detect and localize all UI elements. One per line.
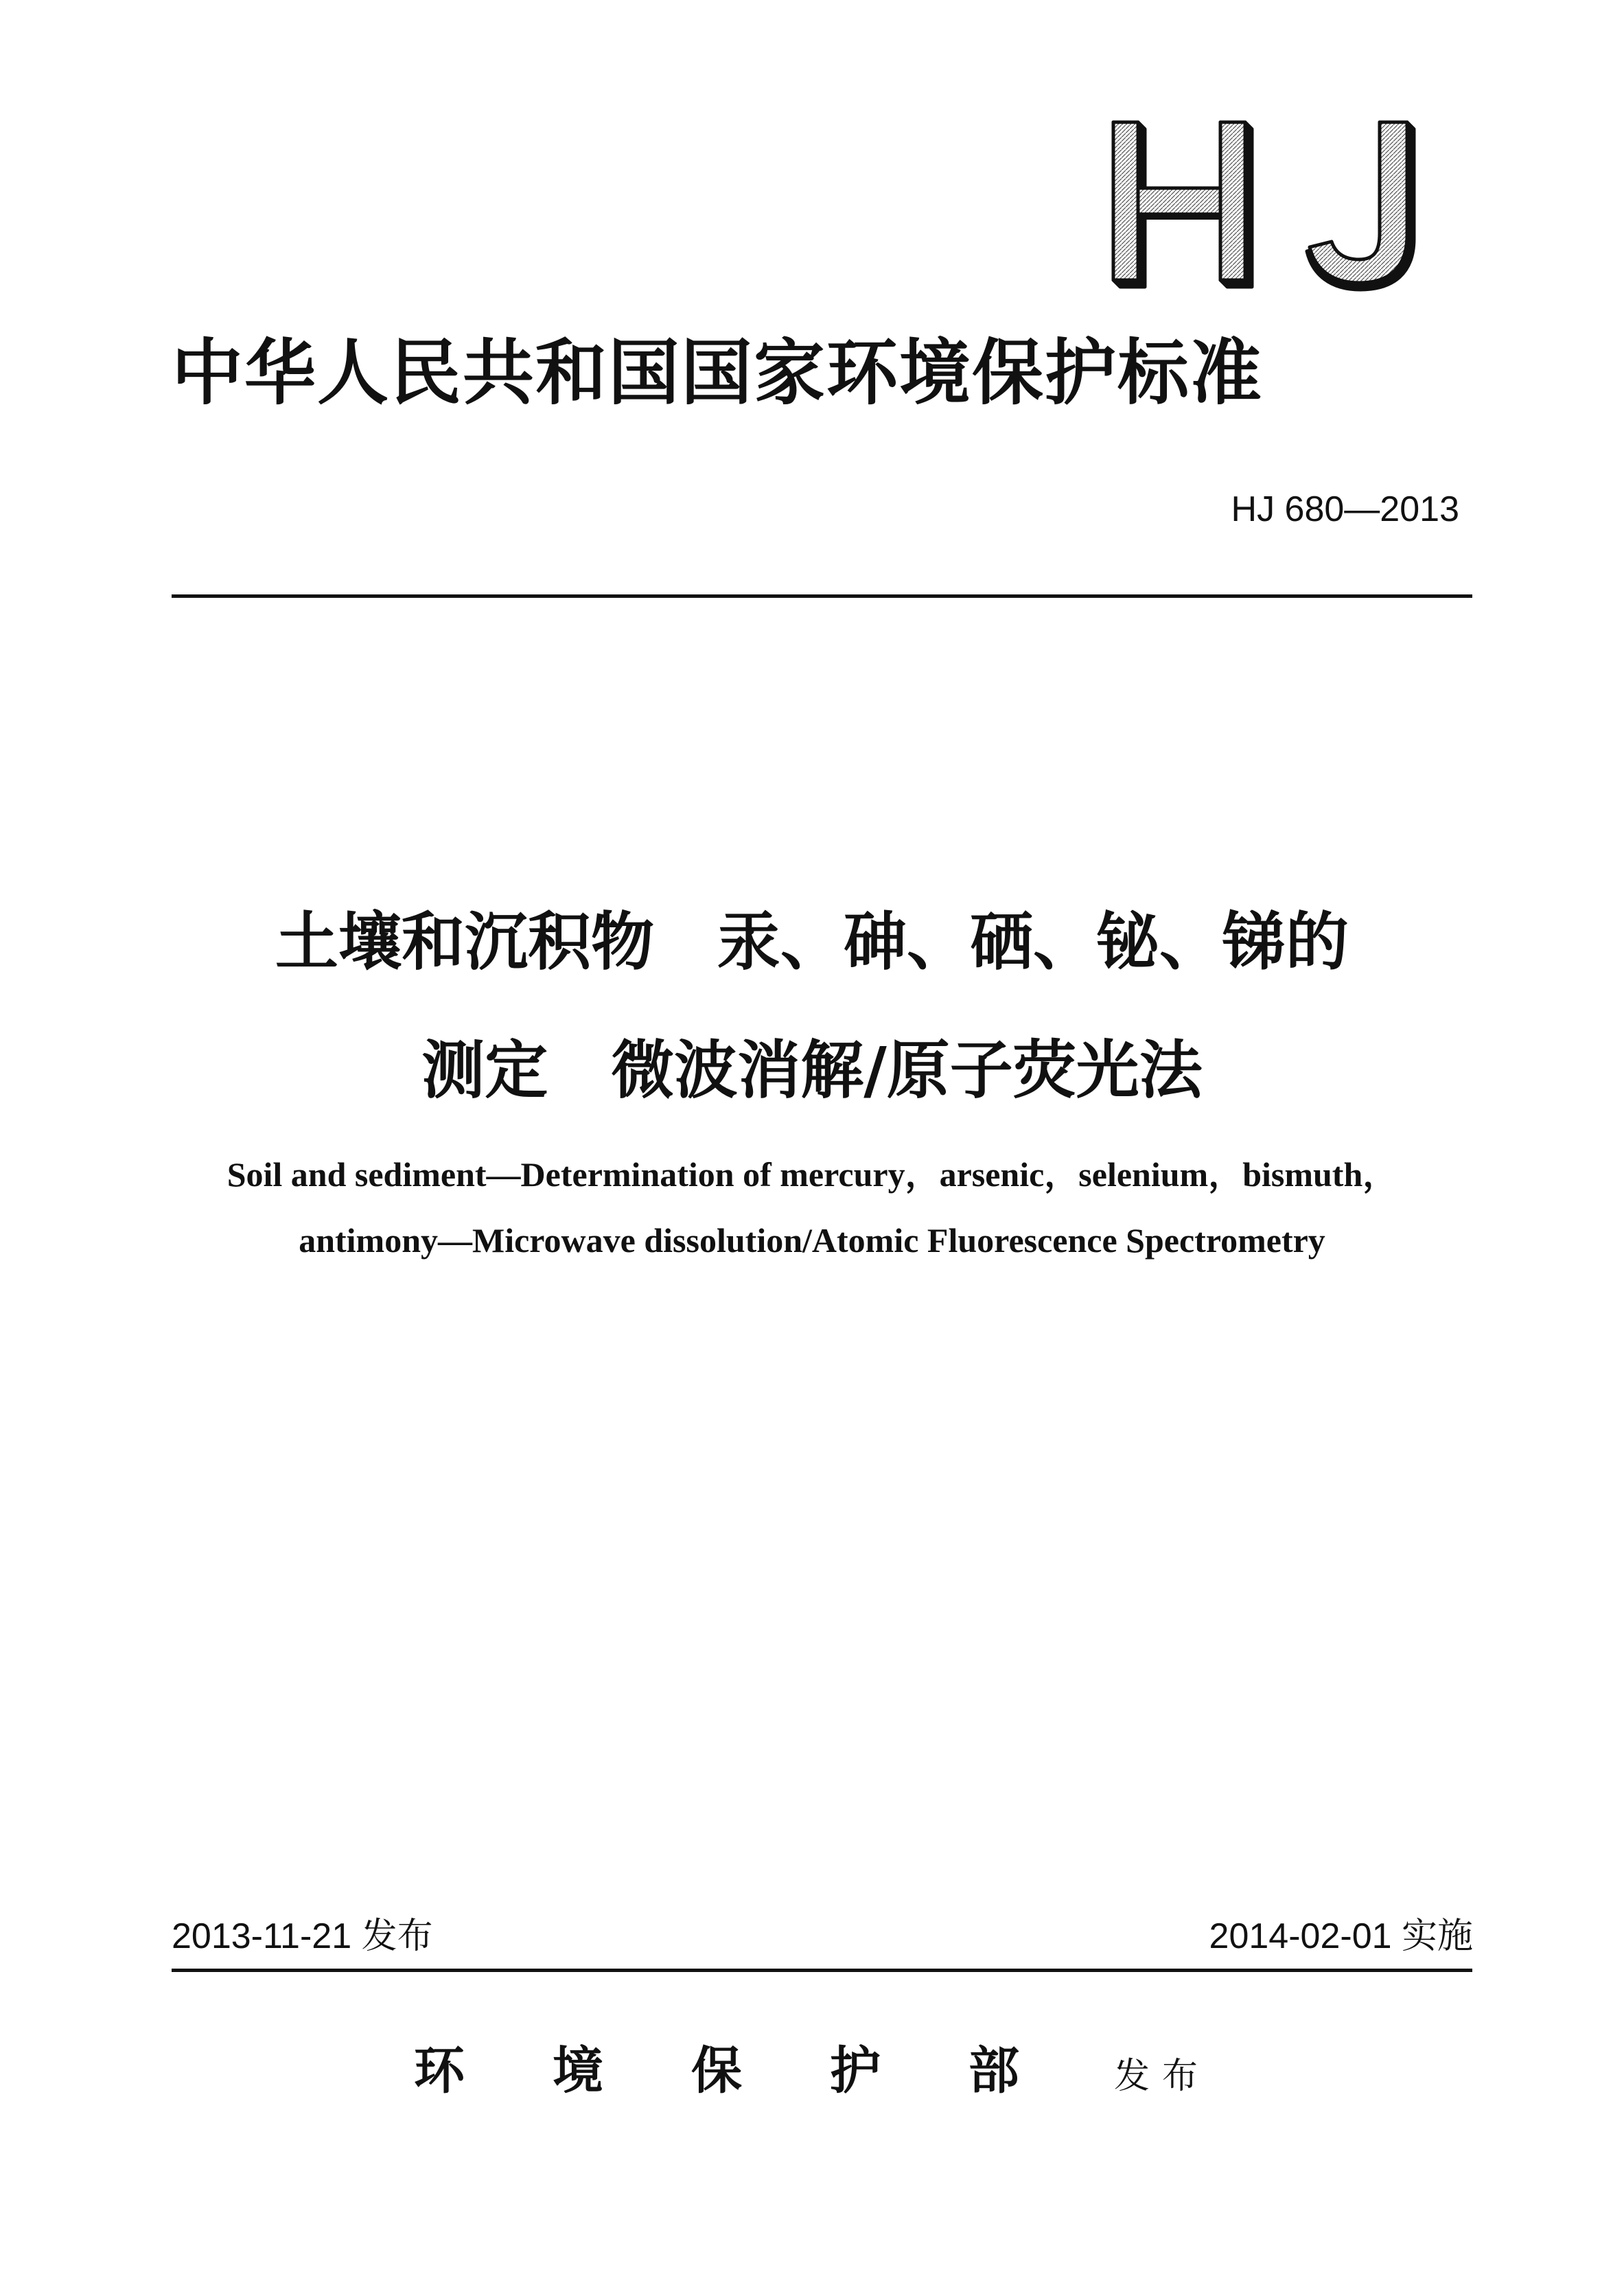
hj-logo: [1105, 117, 1435, 295]
chinese-title-line-2: 测定 微波消解/原子荧光法: [421, 1034, 1203, 1107]
hj-logo-graphic: [1105, 117, 1435, 295]
bottom-divider: [172, 1969, 1472, 1972]
top-divider: [172, 594, 1472, 598]
english-title-line-1: Soil and sediment—Determination of mercury，arsenic，selenium，bismuth，: [227, 1155, 1397, 1194]
standard-class-title: 中华人民共和国国家环境保护标准: [172, 331, 1264, 415]
publisher-organization: 环境保护部: [413, 2041, 1107, 2100]
implementation-date: 2014-02-01 实施: [1209, 1916, 1473, 1956]
publisher-action: 发布: [1113, 2056, 1210, 2097]
english-title-line-2: antimony—Microwave dissolution/Atomic Fluorescence Spectrometry: [299, 1221, 1325, 1260]
chinese-title-line-1: 土壤和沉积物 汞、砷、硒、铋、锑的: [275, 905, 1349, 979]
issue-date: 2013-11-21 发布: [172, 1916, 433, 1956]
standard-number: HJ 680—2013: [1231, 489, 1459, 529]
publisher-line: [0, 2040, 1624, 2115]
